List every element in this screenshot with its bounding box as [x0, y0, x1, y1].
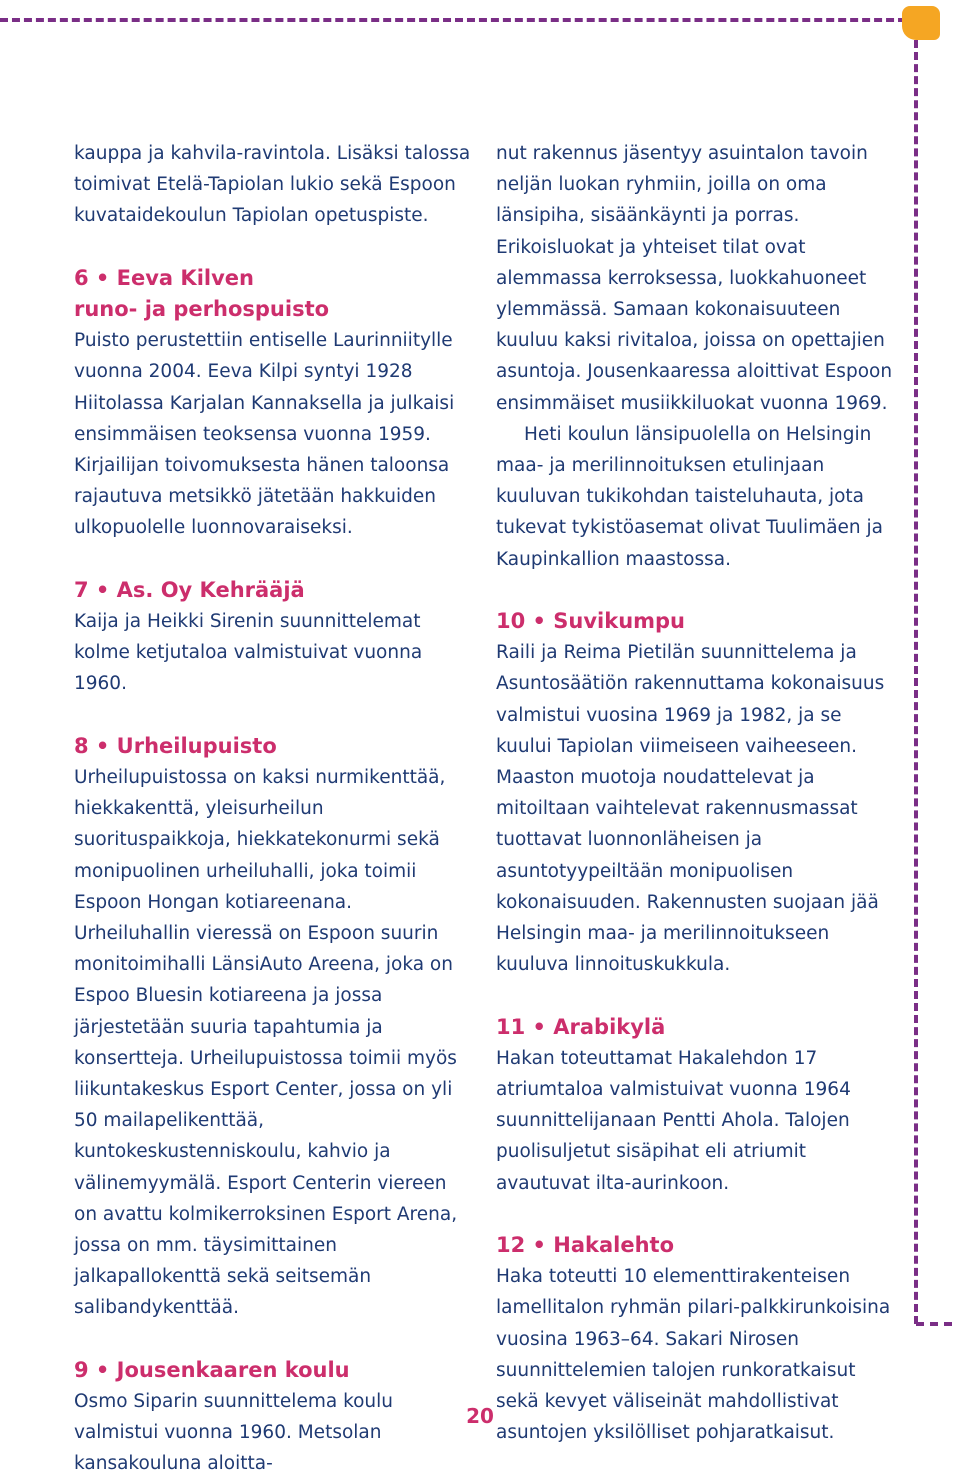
section-9-continued: nut rakennus jäsentyy asuintalon tavoin neljän luokan ryhmiin, joilla on oma länsipiha, sisäänkäynti ja porras. Erikoisluokat ja yhteiset tilat ovat alemmassa kerroksessa, luokkahuoneet ylemmässä. Samaan kokonaisuuteen kuuluu kaksi rivitaloa, joissa on opettajien asuntoja. Jousenkaaressa aloittivat Espoon ensimmäiset musiikkiluokat vuonna 1969. — [496, 143, 893, 414]
section-6-heading-line1: 6 • Eeva Kilven — [74, 265, 254, 290]
section-12-body: Haka toteutti 10 elementtirakenteisen lamellitalon ryhmän pilari-palkkirunkoisina vuosina 1963–64. Sakari Nirosen suunnittelemien talojen runkoratkaisut sekä kevyet väliseinät mahdollistivat asuntojen yksilölliset pohjaratkaisut. — [496, 1266, 891, 1444]
corner-tab-decoration — [902, 6, 940, 40]
section-9-body: Osmo Siparin suunnittelema koulu valmistui vuonna 1960. Metsolan kansakouluna aloitta- — [74, 1391, 394, 1475]
section-8-heading: 8 • Urheilupuisto — [74, 733, 277, 758]
right-column — [496, 138, 896, 1448]
intro-paragraph: kauppa ja kahvila-ravintola. Lisäksi talossa toimivat Etelä-Tapiolan lukio sekä Espoon kuvataidekoulun Tapiolan opetuspiste. — [74, 143, 471, 227]
section-9-paragraph-2: Heti koulun länsipuolella on Helsingin maa- ja merilinnoituksen etulinjaan kuuluvan tukikohdan taisteluhauta, jota tukevat tykistöasemat olivat Tuulimäen ja Kaupinkallion maastossa. — [496, 423, 884, 570]
section-8-body: Urheilupuistossa on kaksi nurmikenttää, hiekkakenttä, yleisurheilun suorituspaikkoja, hiekkatekonurmi sekä monipuolinen urheiluhalli, joka toimii Espoon Hongan kotiareenana. Urheiluhallin vieressä on Espoon suurin monitoimihalli LänsiAuto Areena, joka on Espoo Bluesin kotiareena ja jossa järjestetään suuria tapahtumia ja konsertteja. Urheilupuistossa toimii myös liikuntakeskus Esport Center, jossa on yli 50 mailapelikenttää, kuntokeskustenniskoulu, kahvio ja välinemyymälä. Esport Centerin viereen on avattu kolmikerroksinen Esport Arena, jossa on mm. täysimittainen jalkapallokenttä sekä seitsemän salibandykenttää. — [74, 767, 458, 1319]
decorative-dashed-border-top — [0, 18, 918, 22]
section-10-heading: 10 • Suvikumpu — [496, 609, 686, 634]
section-6-heading-line2: runo- ja perhospuisto — [74, 297, 330, 321]
left-column — [74, 138, 474, 1480]
section-7-body: Kaija ja Heikki Sirenin suunnittelemat kolme ketjutaloa valmistuivat vuonna 1960. — [74, 611, 423, 695]
decorative-dashed-border-bottom — [916, 1322, 952, 1326]
decorative-dashed-border-right — [914, 40, 918, 1324]
section-6-body: Puisto perustettiin entiselle Laurinniitylle vuonna 2004. Eeva Kilpi syntyi 1928 Hiitolassa Karjalan Kannaksella ja julkaisi ensimmäisen teoksensa vuonna 1959. Kirjailijan toivomuksesta hänen taloonsa rajautuva metsikkö jätetään hakkuiden ulkopuolelle luonnovaraiseksi. — [74, 330, 455, 539]
page-number: 20 — [466, 1404, 494, 1428]
section-7-heading: 7 • As. Oy Kehrääjä — [74, 577, 305, 602]
section-10-body: Raili ja Reima Pietilän suunnittelema ja Asuntosäätiön rakennuttama kokonaisuus valmistui vuosina 1969 ja 1982, ja se kuului Tapiolan viimeiseen vaiheeseen. Maaston muotoja noudattelevat ja mitoiltaan vaihtelevat rakennusmassat tuottavat luonnonläheisen ja asuntotyypeiltään monipuolisen kokonaisuuden. Rakennusten suojaan jää Helsingin maa- ja merilinnoitukseen kuuluva linnoituskukkula. — [496, 642, 885, 976]
section-12-heading: 12 • Hakalehto — [496, 1233, 675, 1258]
section-11-heading: 11 • Arabikylä — [496, 1014, 666, 1039]
section-11-body: Hakan toteuttamat Hakalehdon 17 atriumtaloa valmistuivat vuonna 1964 suunnittelijanaan Pentti Ahola. Talojen puolisuljetut sisäpihat eli atriumit avautuvat ilta-aurinkoon. — [496, 1047, 851, 1194]
section-9-heading: 9 • Jousenkaaren koulu — [74, 1357, 350, 1382]
